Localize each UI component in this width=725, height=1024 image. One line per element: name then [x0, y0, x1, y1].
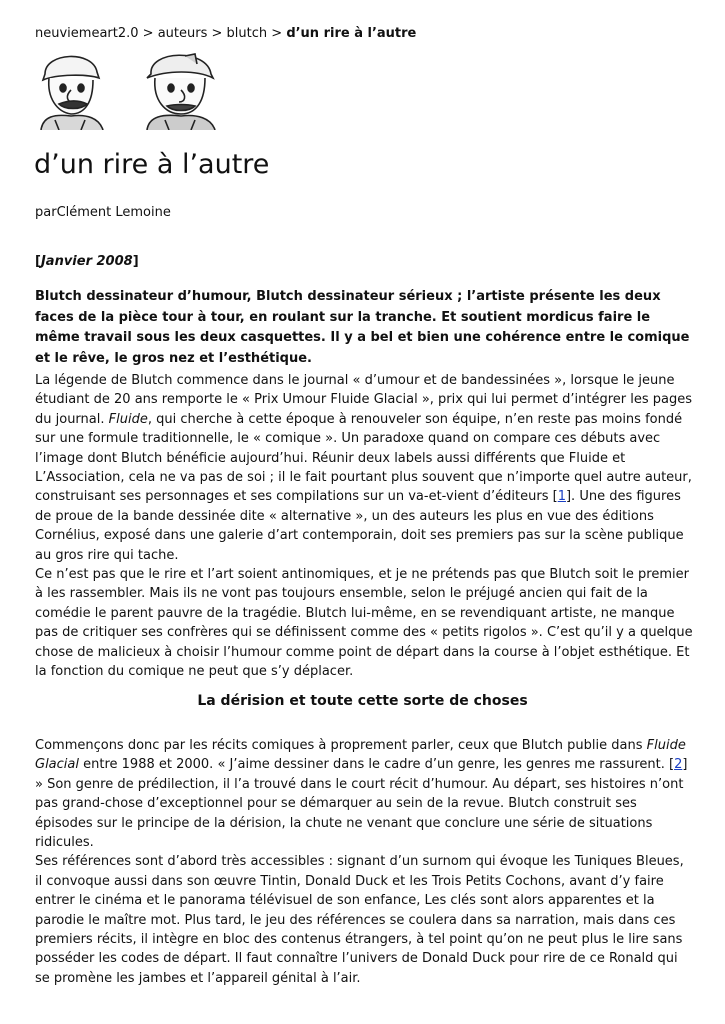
site-logo-cartoon-characters[interactable]: [35, 44, 217, 130]
article-lead: Blutch dessinateur d’humour, Blutch dessinateur sérieux ; l’artiste présente les deux faces de la pièce tour à tour, en roulant sur la tranche. Et soutient mordicus faire le même travail sous les deux casquettes. Il y a bel et bien une cohérence entre le comique et le rêve, le gros nez et l’esthétique.: [35, 289, 690, 366]
breadcrumb-separator: >: [267, 26, 287, 41]
article-paragraph-1: [35, 371, 695, 682]
breadcrumb: [35, 26, 416, 41]
footnote-link-1[interactable]: 1: [557, 489, 566, 505]
article-byline: parClément Lemoine: [35, 205, 171, 220]
paragraph-text: , qui cherche à cette époque à renouveler son équipe, n’en reste pas moins fondé sur une formule traditionnelle, le « comique ». Un paradoxe quand on compare ces débuts avec l’image dont Blutch bénéficie aujourd’hui. Réunir deux labels aussi différents que Fluide et L’Association, cela ne va pas de soi ; il le fait pourtant plus souvent que n’importe quel autre auteur, construisant ses personnages et ses compilations sur un va-et-vient d’éditeurs [: [35, 411, 692, 505]
breadcrumb-blutch-link[interactable]: blutch: [226, 26, 268, 41]
section-subtitle: La dérision et toute cette sorte de choses: [197, 693, 528, 709]
article-date: [35, 254, 139, 269]
paragraph-text: ] » Son genre de prédilection, il l’a trouvé dans le court récit d’humour. Au départ, ses histoires n’ont pas grand-chose d’exceptionnel pour se démarquer au sein de la revue. Blutch construit ses épisodes sur le principe de la dérision, la chute ne venant que conclure une série de situations ridicules.: [35, 757, 688, 851]
breadcrumb-auteurs-link[interactable]: auteurs: [157, 26, 208, 41]
breadcrumb-separator: >: [138, 26, 158, 41]
footnote-link-2[interactable]: 2: [674, 757, 683, 773]
paragraph-emphasis: Fluide: [108, 411, 148, 427]
paragraph-text: La légende de Blutch commence dans le journal « d’umour et de bandessinées », lorsque le jeune étudiant de 20 ans remporte le « Prix Umour Fluide Glacial », prix qui lui permet d’intégrer les pages du journal.: [35, 373, 693, 427]
paragraph-text: entre 1988 et 2000. « J’aime dessiner dans le cadre d’un genre, les genres me rassurent. [: [79, 757, 675, 773]
breadcrumb-current: d’un rire à l’autre: [286, 26, 417, 41]
paragraph-text: ]. Une des figures de proue de la bande dessinée dite « alternative », un des auteurs les plus en vue des éditions Cornélius, exposé dans une galerie d’art contemporain, doit ses premiers pas sur la scène publique au gros rire qui tache.: [35, 489, 684, 563]
paragraph-emphasis: Fluide Glacial: [35, 738, 686, 773]
date-bracket-open: [: [35, 254, 41, 269]
article-paragraph-4: Ses références sont d’abord très accessibles : signant d’un surnom qui évoque les Tuniques Bleues, il convoque aussi dans son œuvre Tintin, Donald Duck et les Trois Petits Cochons, avant d’y faire entrer le cinéma et le panorama télévisuel de son enfance, Les clés sont alors apparentes et la parodie le maître mot. Plus tard, le jeu des références se coulera dans sa narration, mais dans ces premiers récits, il intègre en bloc des contenus étrangers, à tel point qu’on ne peut plus le lire sans posséder les codes de départ. Il faut connaître l’univers de Donald Duck pour rire de ce Ronald qui se promène les jambes et l’appareil génital à l’air.: [35, 854, 684, 986]
article-title: d’un rire à l’autre: [34, 149, 270, 180]
breadcrumb-separator: >: [207, 26, 227, 41]
paragraph-text: Commençons donc par les récits comiques à proprement parler, ceux que Blutch publie dans: [35, 738, 647, 753]
article-paragraph-2: Ce n’est pas que le rire et l’art soient antinomiques, et je ne prétends pas que Blutch soit le premier à les rassembler. Mais ils ne vont pas toujours ensemble, selon le préjugé ancien qui fait de la comédie le parent pauvre de la tragédie. Blutch lui-même, en se revendiquant artiste, ne manque pas de critiquer ses confrères qui se définissent comme des « petits rigolos ». C’est qu’il y a quelque chose de malicieux à choisir l’humour comme point de départ dans la course à l’objet esthétique. Et la fonction du comique ne peut que s’y déplacer.: [35, 567, 693, 680]
breadcrumb-home-link[interactable]: neuviemeart2.0: [35, 26, 139, 41]
date-value: Janvier 2008: [40, 254, 133, 269]
article-paragraph-3: [35, 736, 695, 988]
date-bracket-close: ]: [132, 254, 139, 269]
